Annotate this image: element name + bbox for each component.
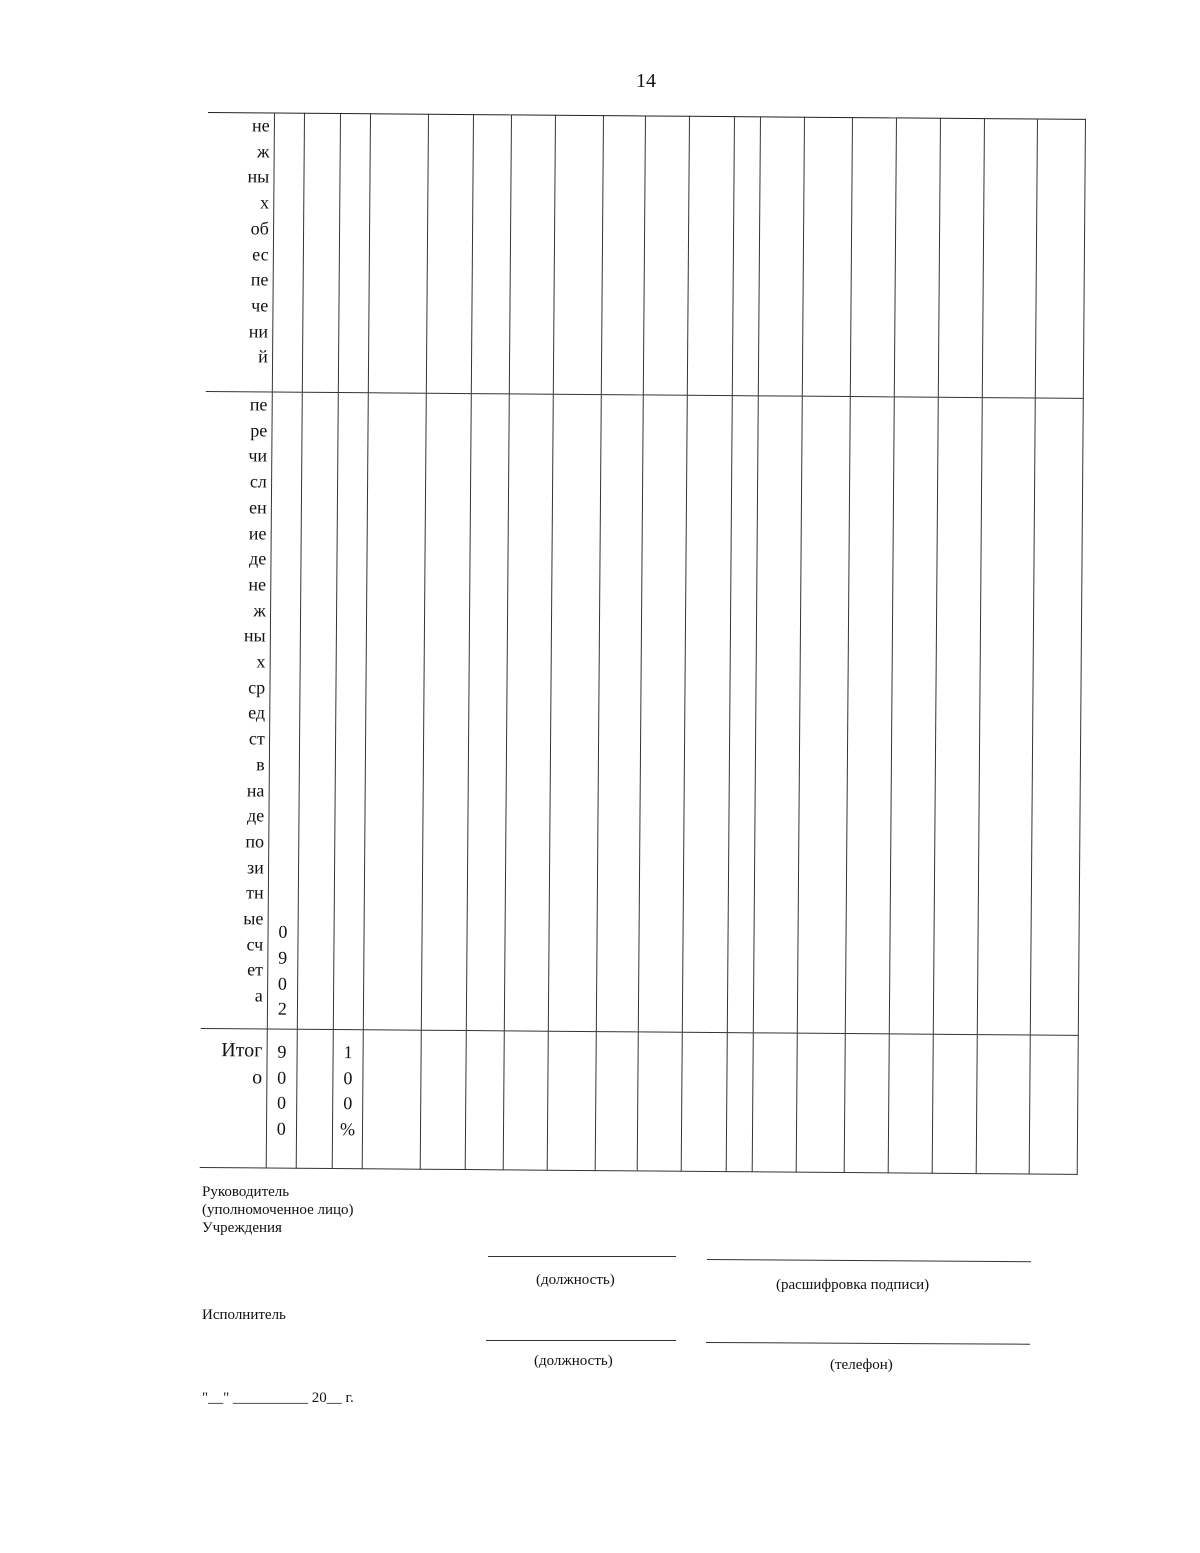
table-row [206, 112, 1086, 398]
table-cell [638, 395, 687, 1032]
table-cell [503, 1031, 548, 1170]
code-digit: 0 [276, 1118, 286, 1139]
table-cell [296, 1029, 333, 1168]
label-fragment: ны [247, 166, 270, 187]
table-cell [753, 396, 802, 1033]
table-row-total [200, 1028, 1079, 1174]
table-cell [595, 1032, 638, 1171]
label-fragment: пе [250, 269, 269, 290]
total-label [200, 1028, 267, 1168]
table-cell [802, 117, 852, 396]
table-cell [362, 1030, 421, 1169]
table-cell [983, 119, 1037, 398]
label-fragment: де [246, 805, 265, 826]
table-cell [272, 113, 304, 392]
row-code [267, 392, 302, 1029]
head-title-line: Учреждения [202, 1220, 282, 1236]
position-signature-line [488, 1256, 676, 1257]
label-fragment: а [254, 985, 263, 1006]
label-fragment: ес [252, 243, 269, 264]
label-fragment: ср [248, 677, 266, 698]
table-cell [850, 118, 896, 397]
label-fragment: не [251, 115, 270, 136]
table-cell [682, 1032, 727, 1171]
position-caption: (должность) [536, 1272, 615, 1288]
label-fragment: о [252, 1066, 263, 1089]
label-fragment: сл [249, 471, 267, 492]
table-cell [637, 1032, 682, 1171]
table-cell [726, 1033, 753, 1172]
table-cell [471, 115, 511, 394]
table-cell [845, 397, 894, 1034]
label-fragment: не [248, 574, 267, 595]
table-cell [427, 114, 473, 393]
table-cell [421, 1030, 466, 1169]
table-cell [553, 115, 603, 394]
table-cell [548, 394, 601, 1031]
label-fragment: об [250, 218, 269, 239]
label-fragment: й [258, 346, 268, 367]
label-fragment: чи [248, 445, 268, 466]
head-title [202, 1183, 354, 1237]
table-cell [688, 116, 734, 395]
code-digit: 0 [277, 973, 288, 994]
table-cell [297, 392, 338, 1029]
report-table [200, 112, 1086, 1175]
code-digit: 0 [278, 921, 288, 942]
label-fragment: ре [250, 420, 268, 441]
table-cell [934, 397, 983, 1034]
label-fragment: ет [247, 959, 264, 980]
executor-position-line [486, 1340, 676, 1341]
code-digit: 9 [277, 1041, 287, 1062]
table-cell [752, 1033, 797, 1172]
percent-digit: 1 [343, 1042, 353, 1063]
table-cell [547, 1031, 596, 1170]
row-label [201, 391, 272, 1029]
table-cell [758, 117, 804, 396]
label-fragment: ж [253, 599, 266, 621]
table-cell [796, 1033, 845, 1172]
code-digit: 0 [277, 1067, 287, 1088]
table-cell [302, 113, 340, 392]
table-cell [504, 394, 553, 1031]
label-fragment: ен [248, 497, 267, 518]
head-title-line: (уполномоченное лицо) [202, 1202, 354, 1218]
label-fragment: ые [243, 908, 264, 929]
label-fragment: в [256, 754, 265, 775]
table-cell [596, 395, 643, 1032]
total-code [266, 1029, 297, 1168]
table-cell [1030, 398, 1083, 1035]
label-fragment: че [251, 295, 269, 316]
table-cell [422, 393, 471, 1030]
label-fragment: х [256, 651, 266, 672]
table-cell [888, 1034, 933, 1173]
table-cell [363, 393, 426, 1030]
table-cell [333, 393, 368, 1030]
table-cell [889, 397, 938, 1034]
label-fragment: ж [256, 141, 270, 162]
table-cell [466, 394, 509, 1031]
label-fragment: де [249, 548, 267, 569]
table-cell [338, 114, 370, 393]
executor-label: Исполнитель [202, 1307, 286, 1323]
label-fragment: сч [246, 934, 264, 955]
table-row [201, 391, 1083, 1035]
table-cell [509, 115, 555, 394]
head-title-line: Руководитель [202, 1184, 290, 1200]
table-cell [894, 118, 940, 397]
code-digit: 9 [278, 947, 288, 968]
label-fragment: пе [249, 394, 268, 415]
label-fragment: ед [248, 702, 266, 723]
label-fragment: по [245, 831, 265, 852]
executor-position-caption: (должность) [534, 1353, 613, 1369]
decoding-caption: (расшифровка подписи) [776, 1277, 930, 1293]
label-fragment: х [259, 192, 270, 213]
date-line: "__" __________ 20__ г. [202, 1390, 354, 1406]
label-fragment: ны [243, 625, 266, 646]
label-fragment: зи [246, 856, 264, 878]
table-cell [977, 1035, 1030, 1174]
row-label [206, 112, 274, 392]
label-fragment: ни [248, 320, 269, 342]
label-fragment: Итог [221, 1039, 263, 1062]
code-digit: 2 [277, 998, 287, 1019]
label-fragment: на [246, 779, 265, 801]
table-cell [683, 395, 732, 1032]
table-cell [465, 1031, 504, 1170]
page-number: 14 [636, 70, 656, 92]
label-fragment: тн [246, 882, 264, 903]
phone-caption: (телефон) [830, 1357, 893, 1373]
code-digit: 0 [276, 1092, 287, 1114]
table-cell [601, 116, 645, 395]
label-fragment: ст [248, 728, 265, 749]
percent-digit: % [339, 1119, 356, 1140]
table-cell [1029, 1035, 1078, 1174]
table-cell [797, 396, 850, 1033]
table-cell [368, 114, 428, 393]
percent-digit: 0 [343, 1093, 353, 1114]
percent-digit: 0 [343, 1067, 353, 1088]
label-fragment: ие [248, 522, 267, 543]
table-cell [932, 1034, 977, 1173]
table-cell [643, 116, 689, 395]
table-cell [978, 398, 1035, 1035]
table-cell [732, 117, 760, 396]
table-cell [844, 1034, 889, 1173]
table-cell [1035, 119, 1086, 398]
total-percent [332, 1030, 363, 1169]
executor-phone-line [706, 1342, 1030, 1345]
decoding-signature-line [707, 1259, 1031, 1262]
table-cell [939, 118, 985, 397]
